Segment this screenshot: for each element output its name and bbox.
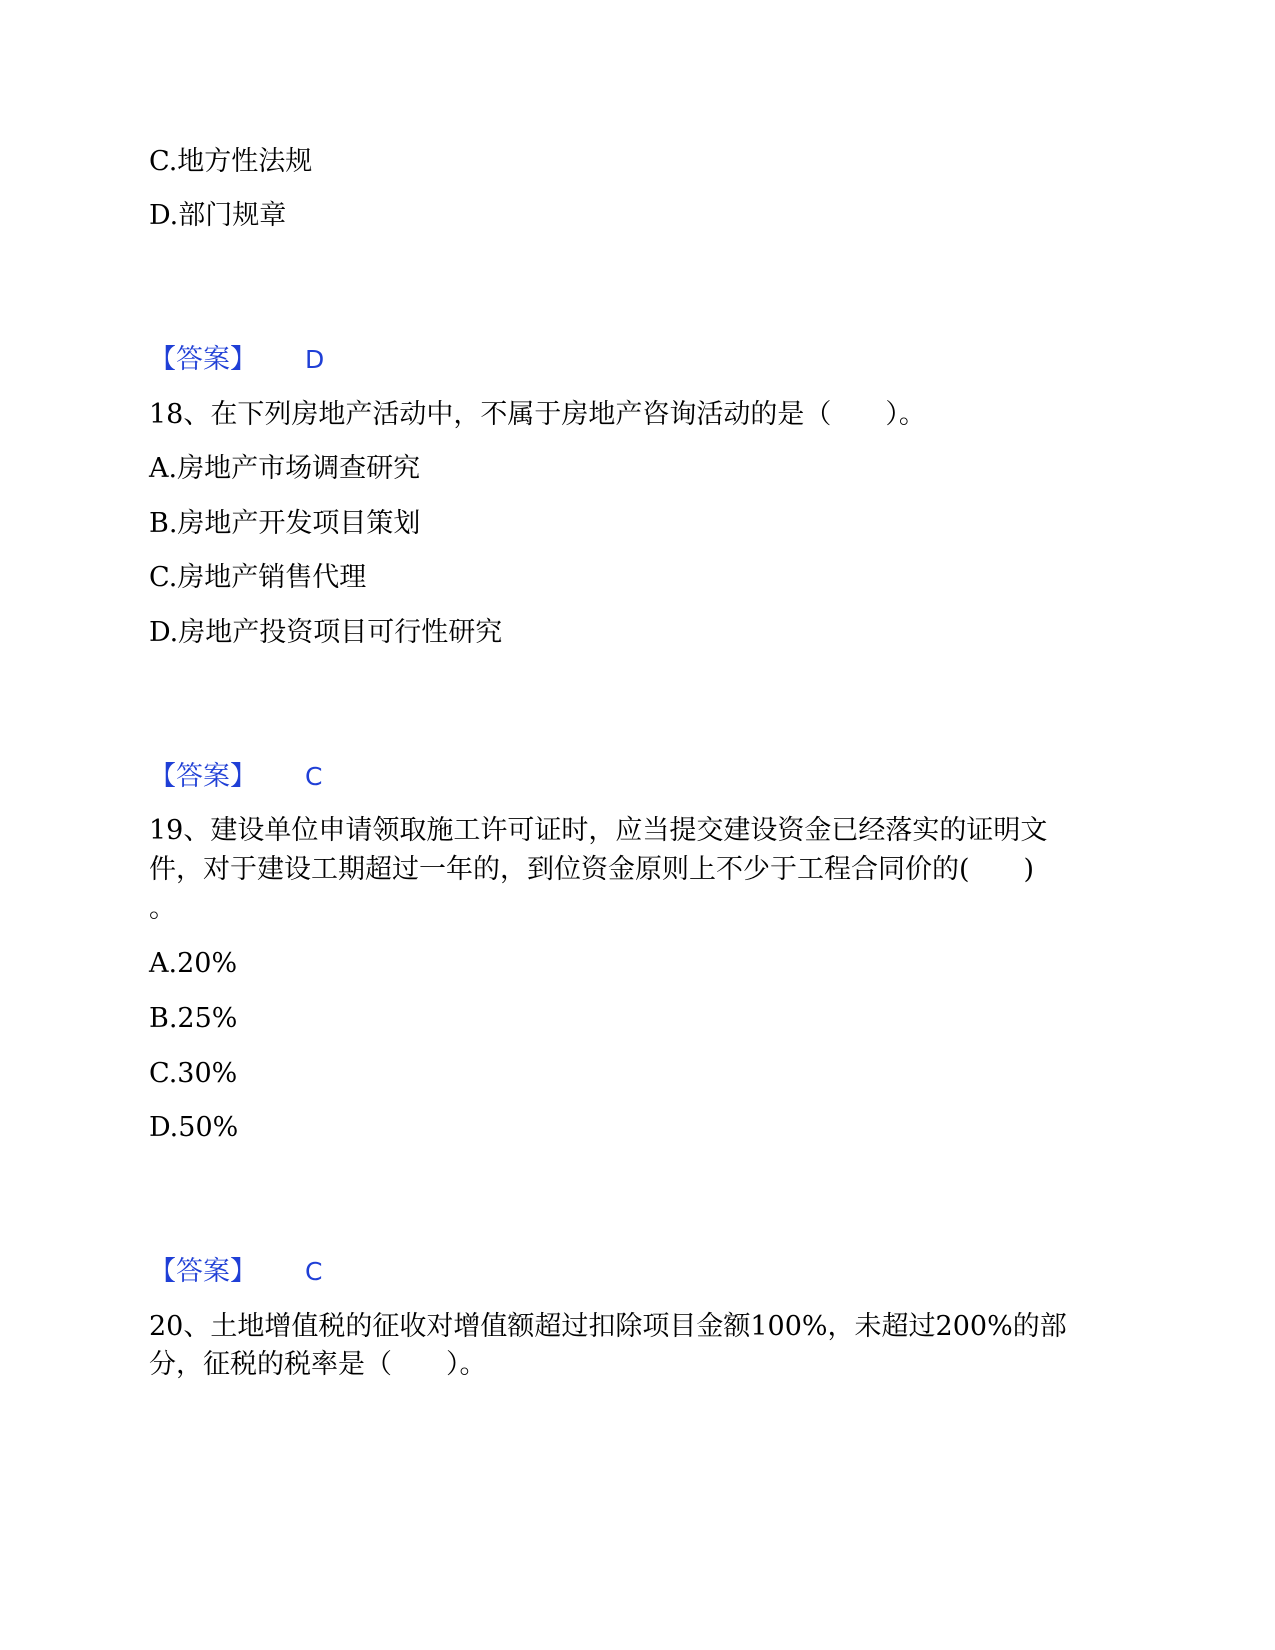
q18-stem: 18、在下列房地产活动中，不属于房地产咨询活动的是（ ）。 — [149, 399, 926, 430]
q19-option-d: D.50% — [149, 1112, 239, 1143]
q20-stem-line-2: 分，征税的税率是（ ）。 — [149, 1349, 487, 1380]
q18-option-c: C.房地产销售代理 — [149, 562, 367, 593]
q19-stem-line-2: 件，对于建设工期超过一年的，到位资金原则上不少于工程合同价的( ) — [149, 854, 1035, 885]
prev-option-d: D.部门规章 — [149, 200, 287, 231]
q19-option-c: C.30% — [149, 1058, 238, 1089]
answer-value: C — [305, 1257, 323, 1286]
answer-label: 【答案】 — [149, 761, 257, 792]
q19-stem-line-3: 。 — [149, 893, 176, 924]
q18-option-b: B.房地产开发项目策划 — [149, 508, 421, 539]
q19-stem-line-1: 19、建设单位申请领取施工许可证时，应当提交建设资金已经落实的证明文 — [149, 815, 1048, 846]
q19-option-a: A.20% — [149, 948, 238, 979]
answer-value: D — [305, 345, 325, 374]
answer-value: C — [305, 762, 323, 791]
q19-option-b: B.25% — [149, 1003, 238, 1034]
q18-answer — [149, 759, 322, 795]
q20-stem-line-1: 20、土地增值税的征收对增值额超过扣除项目金额100%，未超过200%的部 — [149, 1311, 1067, 1342]
answer-label: 【答案】 — [149, 1256, 257, 1287]
q18-option-a: A.房地产市场调查研究 — [149, 453, 421, 484]
prev-answer — [149, 342, 324, 378]
q18-option-d: D.房地产投资项目可行性研究 — [149, 617, 503, 648]
q19-answer — [149, 1254, 322, 1290]
answer-label: 【答案】 — [149, 344, 257, 375]
prev-option-c: C.地方性法规 — [149, 146, 313, 177]
